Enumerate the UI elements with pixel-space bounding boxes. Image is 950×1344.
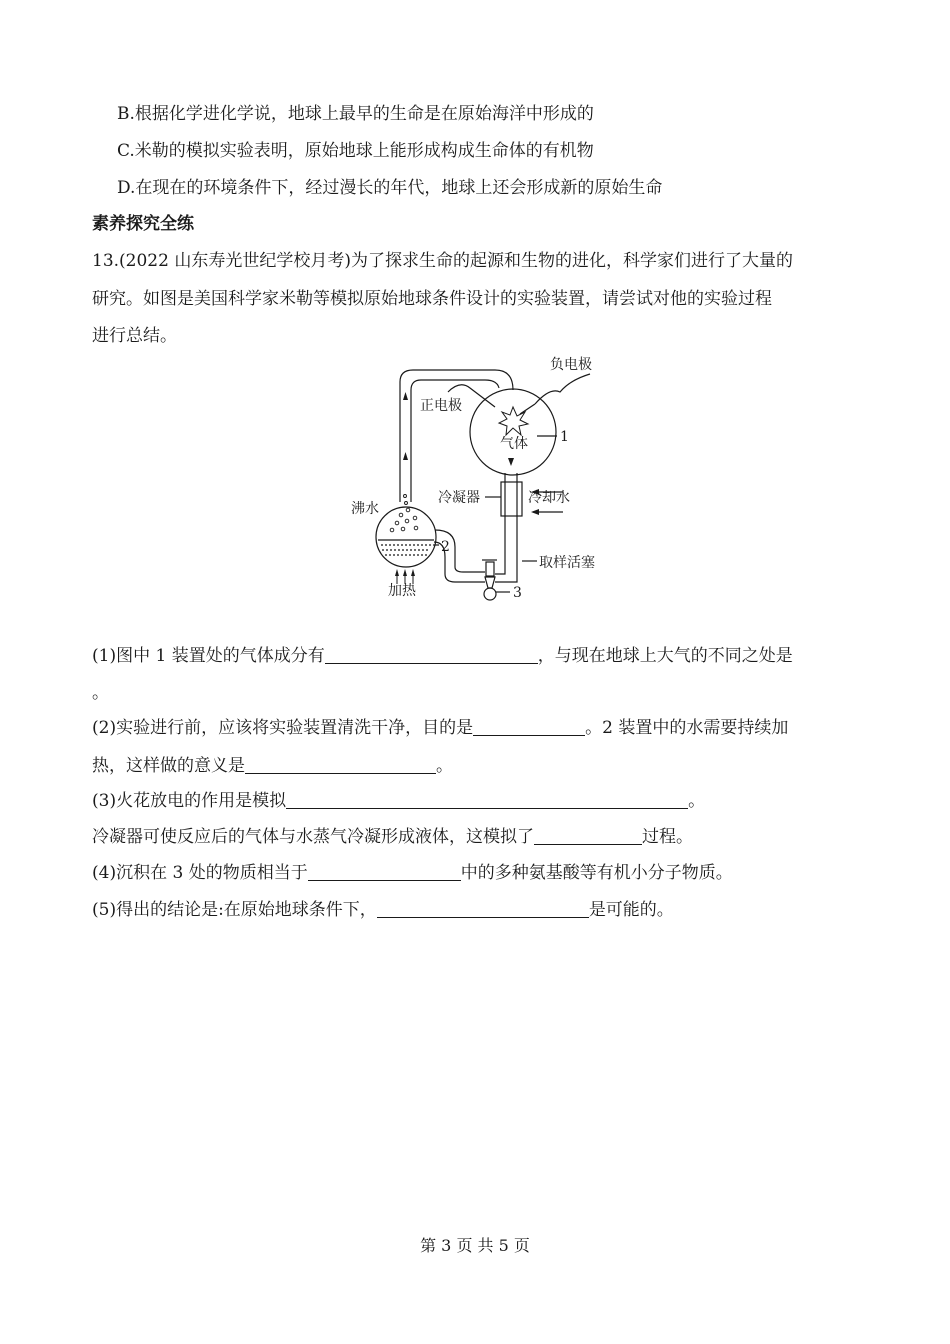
label-boiling-water: 沸水 — [351, 501, 379, 517]
answer-blank-2a[interactable] — [473, 719, 585, 736]
sub-question-3: (3)火花放电的作用是模拟 。 — [92, 791, 706, 811]
sub-question-1-end: 。 — [92, 683, 109, 703]
label-gas: 气体 — [500, 436, 528, 452]
label-positive-electrode: 正电极 — [420, 398, 462, 414]
label-condenser: 冷凝器 — [438, 490, 480, 506]
label-negative-electrode: 负电极 — [550, 357, 592, 373]
answer-blank-3a[interactable] — [286, 792, 688, 809]
question-13-line-2: 研究。如图是美国科学家米勒等模拟原始地球条件设计的实验装置，请尝试对他的实验过程 — [92, 289, 772, 309]
answer-blank-3b[interactable] — [534, 828, 642, 845]
section-title: 素养探究全练 — [92, 214, 194, 234]
answer-blank-5[interactable] — [377, 901, 589, 918]
label-cooling-water: 冷却水 — [528, 490, 570, 506]
label-heating: 加热 — [388, 583, 416, 599]
sub-question-2-cont: 热，这样做的意义是 。 — [92, 756, 453, 776]
answer-blank-1a[interactable] — [325, 647, 538, 664]
sub-question-2: (2)实验进行前，应该将实验装置清洗干净，目的是 。2 装置中的水需要持续加 — [92, 718, 789, 738]
label-1: 1 — [560, 429, 569, 445]
sub-question-4: (4)沉积在 3 处的物质相当于 中的多种氨基酸等有机小分子物质。 — [92, 863, 733, 883]
miller-experiment-diagram — [345, 352, 615, 602]
option-d: D.在现在的环境条件下，经过漫长的年代，地球上还会形成新的原始生命 — [117, 178, 663, 198]
sub-question-3-cont: 冷凝器可使反应后的气体与水蒸气冷凝形成液体，这模拟了 过程。 — [92, 827, 693, 847]
label-sampling-valve: 取样活塞 — [539, 555, 595, 571]
question-13-line-1: 13.(2022 山东寿光世纪学校月考)为了探求生命的起源和生物的进化，科学家们进行了大量的 — [92, 251, 793, 271]
option-c: C.米勒的模拟实验表明，原始地球上能形成构成生命体的有机物 — [117, 141, 594, 161]
question-13-line-3: 进行总结。 — [92, 326, 177, 346]
label-2: 2 — [441, 539, 450, 555]
sub-question-5: (5)得出的结论是:在原始地球条件下， 是可能的。 — [92, 900, 674, 920]
option-b: B.根据化学进化学说，地球上最早的生命是在原始海洋中形成的 — [117, 104, 594, 124]
answer-blank-2b[interactable] — [245, 757, 436, 774]
page-footer: 第 3 页 共 5 页 — [420, 1236, 530, 1255]
label-3: 3 — [513, 585, 522, 601]
sub-question-1: (1)图中 1 装置处的气体成分有 ，与现在地球上大气的不同之处是 — [92, 646, 793, 666]
answer-blank-4[interactable] — [308, 864, 461, 881]
